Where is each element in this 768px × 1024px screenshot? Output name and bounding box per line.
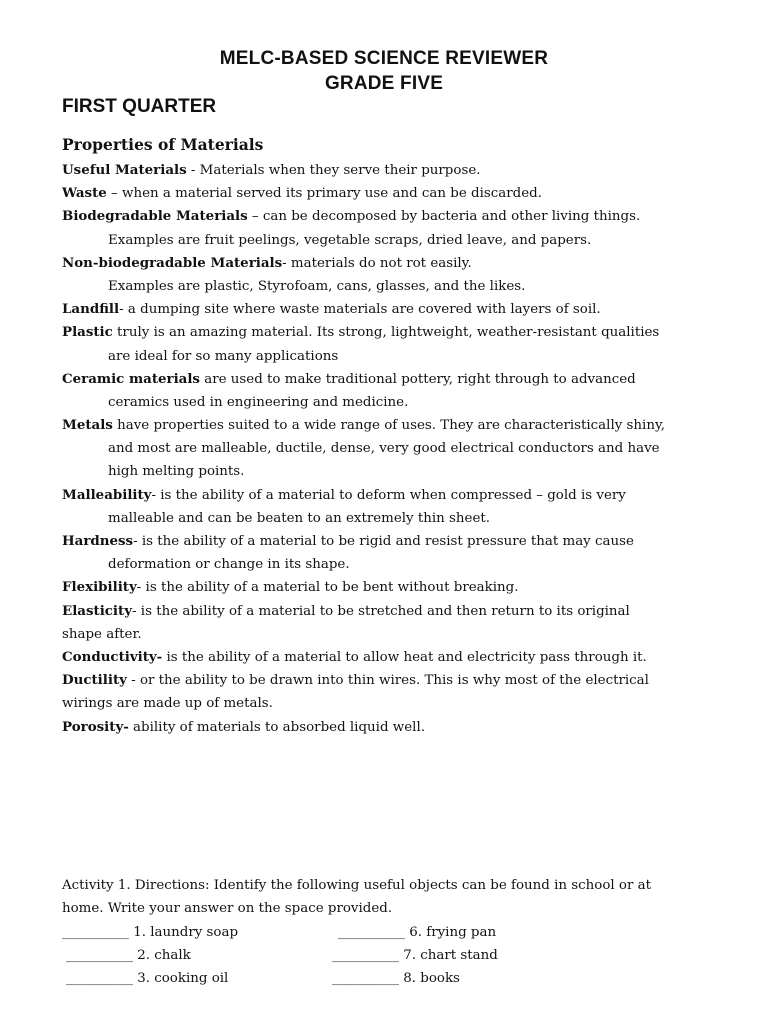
definition-term: Biodegradable Materials — [62, 208, 248, 225]
definition-text: - is the ability of a material to deform when compressed – gold is very — [151, 487, 626, 503]
activity-row — [62, 944, 722, 967]
definition-text: is the ability of a material to allow heat and electricity pass through it. — [162, 649, 647, 665]
activity-row — [62, 921, 722, 944]
answer-blank[interactable]: __________ — [62, 925, 129, 940]
document-title: MELC-BASED SCIENCE REVIEWER — [219, 48, 549, 69]
definition-text: – when a material served its primary use and can be discarded. — [106, 186, 542, 202]
definition-term: Non-biodegradable Materials — [62, 254, 283, 271]
activity-directions-line: Activity 1. Directions: Identify the following useful objects can be found in school or at — [62, 878, 652, 893]
definition-continuation: shape after. — [62, 626, 142, 642]
definition-line — [62, 530, 722, 553]
definition-line — [62, 321, 722, 344]
definition-term: Hardness — [62, 533, 134, 549]
answer-blank[interactable]: __________ — [66, 971, 133, 987]
activity-item — [332, 944, 498, 967]
activity-item — [66, 944, 191, 967]
activity-item — [62, 921, 238, 944]
definition-line — [62, 646, 722, 669]
activity-item-label: 2. chalk — [132, 948, 191, 964]
definition-term: Landfill — [62, 301, 120, 318]
answer-blank[interactable]: __________ — [66, 948, 133, 964]
definition-text: - is the ability of a material to be rigid and resist pressure that may cause — [133, 534, 634, 549]
definition-line — [62, 298, 722, 321]
definition-continuation: Examples are fruit peelings, vegetable scraps, dried leave, and papers. — [108, 232, 592, 248]
definition-line — [62, 600, 722, 623]
answer-blank[interactable]: __________ — [338, 925, 405, 940]
definition-text: - a dumping site where waste materials are covered with layers of soil. — [119, 302, 601, 318]
activity-item — [66, 967, 228, 990]
activity-row — [62, 967, 722, 990]
definition-line — [62, 576, 722, 599]
section-heading: Properties of Materials — [62, 135, 264, 154]
answer-blank[interactable]: __________ — [332, 948, 399, 964]
activity-item-label: 1. laundry soap — [128, 925, 239, 940]
activity-item-label: 3. cooking oil — [132, 971, 229, 987]
quarter-heading: FIRST QUARTER — [62, 96, 217, 117]
definition-line — [62, 252, 722, 275]
definition-text: have properties suited to a wide range of uses. They are characteristically shiny, — [112, 418, 665, 434]
definition-line — [62, 205, 722, 228]
definition-continuation: and most are malleable, ductile, dense, very good electrical conductors and have — [108, 441, 660, 457]
definition-text: – can be decomposed by bacteria and other living things. — [247, 209, 641, 225]
definition-term: Useful Materials — [62, 162, 187, 178]
definition-line — [62, 716, 722, 739]
definition-continuation: are ideal for so many applications — [108, 348, 339, 364]
definition-text: - is the ability of a material to be stretched and then return to its original — [132, 603, 630, 619]
definition-term: Porosity- — [62, 718, 129, 735]
definition-text: - or the ability to be drawn into thin wires. This is why most of the electrical — [126, 673, 649, 689]
definitions-list — [62, 159, 722, 739]
definition-text: - is the ability of a material to be bent without breaking. — [136, 580, 519, 596]
answer-blank[interactable]: __________ — [332, 971, 399, 987]
document-subtitle: GRADE FIVE — [324, 73, 444, 94]
definition-term: Waste — [62, 185, 107, 202]
activity-item — [332, 967, 460, 990]
definition-text: truly is an amazing material. Its strong, lightweight, weather-resistant qualities — [112, 325, 660, 341]
definition-continuation: ceramics used in engineering and medicine. — [108, 394, 409, 410]
activity-item-label: 8. books — [398, 971, 460, 987]
activity-item — [338, 921, 496, 944]
definition-term: Plastic — [62, 324, 113, 341]
definition-line — [62, 182, 722, 205]
activity-directions — [62, 874, 722, 920]
definition-text: - Materials when they serve their purpose. — [186, 163, 481, 178]
definition-line — [62, 669, 722, 692]
definition-term: Metals — [62, 417, 113, 434]
definition-term: Malleability — [62, 486, 152, 503]
activity-item-label: 6. frying pan — [404, 925, 497, 940]
definition-continuation: malleable and can be beaten to an extremely thin sheet. — [108, 510, 491, 526]
definition-line — [62, 159, 722, 182]
activity-directions-line: home. Write your answer on the space provided. — [62, 901, 393, 917]
definition-continuation: wirings are made up of metals. — [62, 696, 273, 712]
definition-term: Conductivity- — [62, 648, 163, 665]
activity-items — [62, 921, 722, 991]
definition-line — [62, 368, 722, 391]
definition-text: are used to make traditional pottery, right through to advanced — [199, 371, 636, 387]
definition-line — [62, 484, 722, 507]
definition-line — [62, 414, 722, 437]
definition-continuation: deformation or change in its shape. — [108, 557, 350, 573]
definition-term: Ductility — [62, 672, 127, 689]
definition-term: Ceramic materials — [62, 370, 200, 387]
definition-continuation: high melting points. — [108, 464, 245, 480]
definition-term: Elasticity — [62, 602, 132, 619]
definition-continuation: Examples are plastic, Styrofoam, cans, glasses, and the likes. — [108, 278, 526, 294]
definition-term: Flexibility — [62, 579, 137, 596]
definition-text: ability of materials to absorbed liquid well. — [128, 719, 425, 735]
definition-text: - materials do not rot easily. — [282, 255, 472, 271]
activity-item-label: 7. chart stand — [398, 948, 498, 964]
